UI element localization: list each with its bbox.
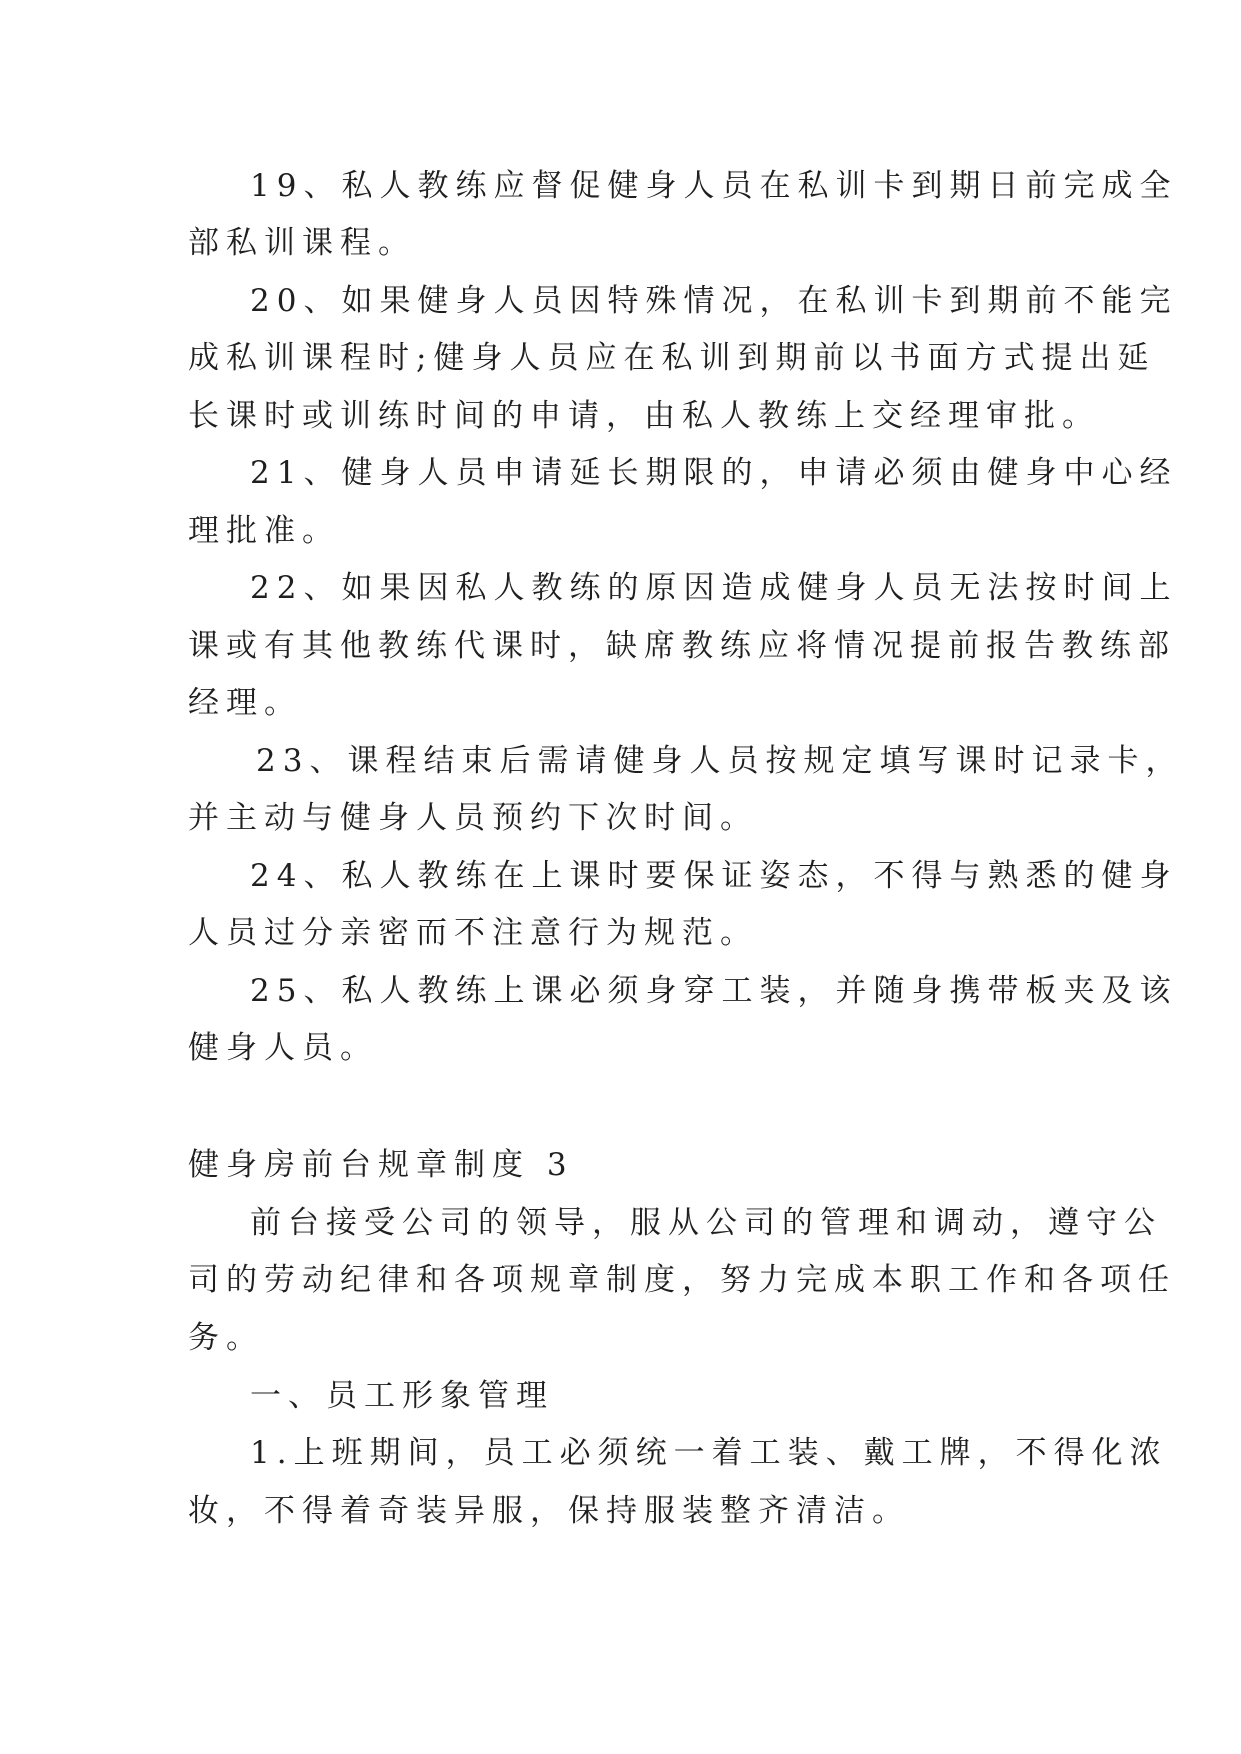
item-1-line-2: 妆，不得着奇装异服，保持服装整齐清洁。 [188, 1493, 910, 1529]
paragraph-20-line-3: 长课时或训练时间的申请，由私人教练上交经理审批。 [188, 398, 1100, 434]
paragraph-20-line-2: 成私训课程时;健身人员应在私训到期前以书面方式提出延 [188, 340, 1156, 376]
paragraph-23-line-2: 并主动与健身人员预约下次时间。 [188, 800, 758, 836]
paragraph-20-line-1: 20、如果健身人员因特殊情况，在私训卡到期前不能完 [250, 283, 1178, 319]
section-title: 健身房前台规章制度 3 [188, 1147, 574, 1183]
paragraph-21-line-1: 21、健身人员申请延长期限的，申请必须由健身中心经 [250, 455, 1178, 491]
paragraph-22-line-1: 22、如果因私人教练的原因造成健身人员无法按时间上 [250, 570, 1178, 606]
paragraph-25-line-2: 健身人员。 [188, 1030, 378, 1066]
paragraph-19-line-1: 19、私人教练应督促健身人员在私训卡到期日前完成全 [250, 168, 1178, 204]
intro-paragraph-line-3: 务。 [188, 1320, 264, 1356]
subsection-heading: 一、员工形象管理 [250, 1378, 554, 1414]
paragraph-21-line-2: 理批准。 [188, 513, 340, 549]
paragraph-22-line-2: 课或有其他教练代课时，缺席教练应将情况提前报告教练部 [188, 628, 1176, 664]
paragraph-19-line-2: 部私训课程。 [188, 225, 416, 261]
intro-paragraph-line-2: 司的劳动纪律和各项规章制度，努力完成本职工作和各项任 [188, 1262, 1176, 1298]
intro-paragraph-line-1: 前台接受公司的领导，服从公司的管理和调动，遵守公 [250, 1205, 1162, 1241]
paragraph-24-line-2: 人员过分亲密而不注意行为规范。 [188, 915, 758, 951]
item-1-line-1: 1.上班期间，员工必须统一着工装、戴工牌，不得化浓 [250, 1435, 1168, 1471]
paragraph-25-line-1: 25、私人教练上课必须身穿工装，并随身携带板夹及该 [250, 973, 1178, 1009]
paragraph-24-line-1: 24、私人教练在上课时要保证姿态，不得与熟悉的健身 [250, 858, 1178, 894]
paragraph-23-line-1: 23、课程结束后需请健身人员按规定填写课时记录卡， [256, 743, 1184, 779]
paragraph-22-line-3: 经理。 [188, 685, 302, 721]
